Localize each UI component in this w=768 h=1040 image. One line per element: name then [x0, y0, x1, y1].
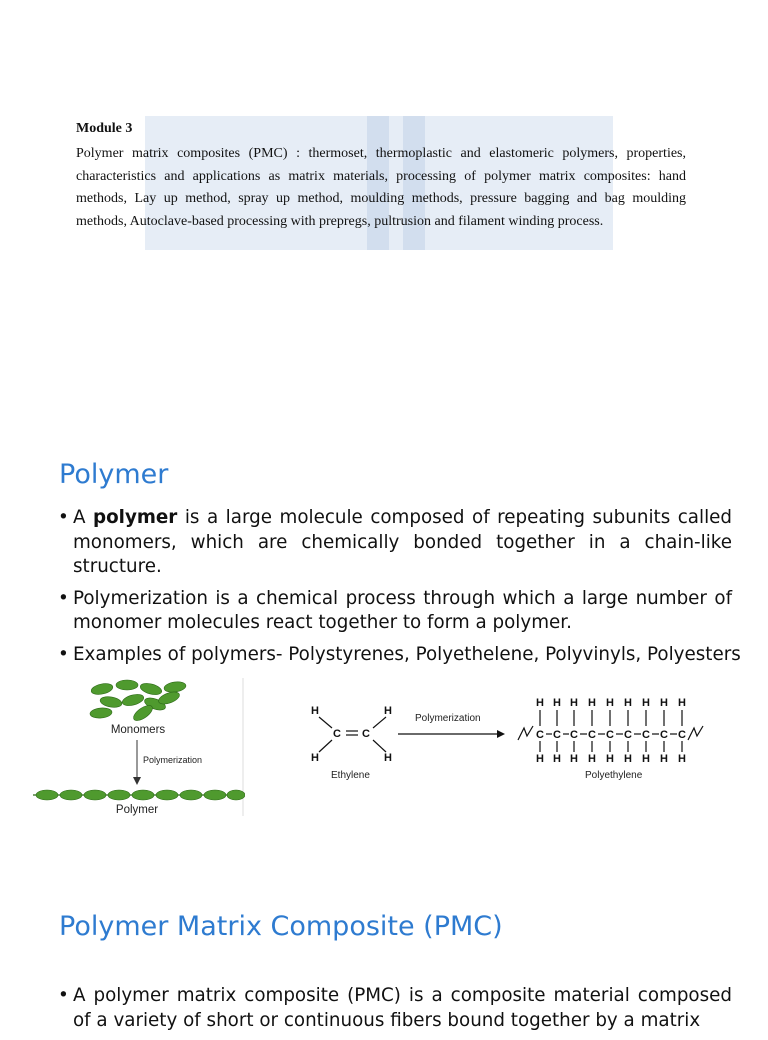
svg-text:H: H — [384, 752, 392, 764]
pmc-heading: Polymer Matrix Composite (PMC) — [59, 911, 503, 942]
pe-h-top: H — [536, 697, 544, 709]
pe-carbon: C — [553, 729, 561, 741]
monomer-polymer-figure — [33, 678, 245, 818]
pe-carbon: C — [660, 729, 668, 741]
module-syllabus-text: Polymer matrix composites (PMC) : thermoset, thermoplastic and elastomeric polymers, properties, characteristics and applications as matrix materials, processing of polymer matrix composites: hand methods, Lay up method, spray up method, moulding methods, pressure bagging and bag moulding methods, Autoclave-based processing with prepregs, pultrusion and filament winding process. — [76, 146, 686, 229]
pe-carbon: C — [536, 729, 544, 741]
ethylene-polymerization-figure — [300, 690, 730, 790]
monomer-beads — [90, 680, 187, 723]
pe-h-top: H — [660, 697, 668, 709]
polyethylene-label: Polyethylene — [585, 770, 643, 781]
pe-chain-start-break — [518, 726, 533, 740]
pe-h-top: H — [624, 697, 632, 709]
pe-h-bottom: H — [588, 753, 596, 765]
pmc-bullet-list — [58, 984, 732, 1040]
pe-carbon: C — [606, 729, 614, 741]
pe-chain-end-break — [688, 726, 703, 740]
reaction-arrow-head — [497, 730, 505, 738]
pe-h-top: H — [642, 697, 650, 709]
reaction-label: Polymerization — [415, 713, 481, 724]
polymer-label: Polymer — [115, 804, 159, 816]
monomers-label: Monomers — [110, 724, 166, 736]
polymer-bold-term: polymer — [93, 507, 178, 528]
polymer-heading: Polymer — [59, 459, 169, 490]
pe-h-bottom: H — [553, 753, 561, 765]
process-arrow-head — [133, 777, 141, 785]
pmc-definition-bullet: • A polymer matrix composite (PMC) is a composite material composed of a variety of short or continuous fibers bound together by a matrix — [58, 984, 732, 1033]
pe-h-bottom: H — [660, 753, 668, 765]
pe-carbon: C — [588, 729, 596, 741]
pe-h-bottom: H — [642, 753, 650, 765]
pe-h-top: H — [570, 697, 578, 709]
pe-h-bottom: H — [570, 753, 578, 765]
polymer-definition-bullet: • A polymer is a large molecule composed of repeating subunits called monomers, which are chemically bonded together in a chain-like structure. — [58, 506, 732, 580]
polymer-chain-beads — [36, 790, 245, 800]
pe-h-top: H — [606, 697, 614, 709]
process-label: Polymerization — [143, 755, 203, 765]
svg-text:C: C — [362, 728, 370, 740]
pe-carbon: C — [678, 729, 686, 741]
pe-carbon: C — [642, 729, 650, 741]
polymer-bullet-list — [58, 506, 741, 674]
module-title: Module 3 — [76, 121, 133, 136]
pe-h-bottom: H — [536, 753, 544, 765]
pe-h-top: H — [678, 697, 686, 709]
svg-text:H: H — [384, 705, 392, 717]
ethylene-bonds — [319, 717, 386, 752]
examples-bullet: • Examples of polymers- Polystyrenes, Polyethelene, Polyvinyls, Polyesters — [58, 643, 732, 668]
svg-text:C: C — [333, 728, 341, 740]
svg-text:H: H — [311, 705, 319, 717]
pe-h-bottom: H — [606, 753, 614, 765]
pe-carbon: C — [570, 729, 578, 741]
pe-h-bottom: H — [678, 753, 686, 765]
ethylene-label: Ethylene — [331, 770, 370, 781]
polymerization-bullet: • Polymerization is a chemical process through which a large number of monomer molecules react together to form a polymer. — [58, 587, 732, 636]
pe-carbon: C — [624, 729, 632, 741]
pe-h-top: H — [588, 697, 596, 709]
pe-h-bottom: H — [624, 753, 632, 765]
svg-text:H: H — [311, 752, 319, 764]
polyethylene-structure — [518, 697, 703, 765]
pe-h-top: H — [553, 697, 561, 709]
